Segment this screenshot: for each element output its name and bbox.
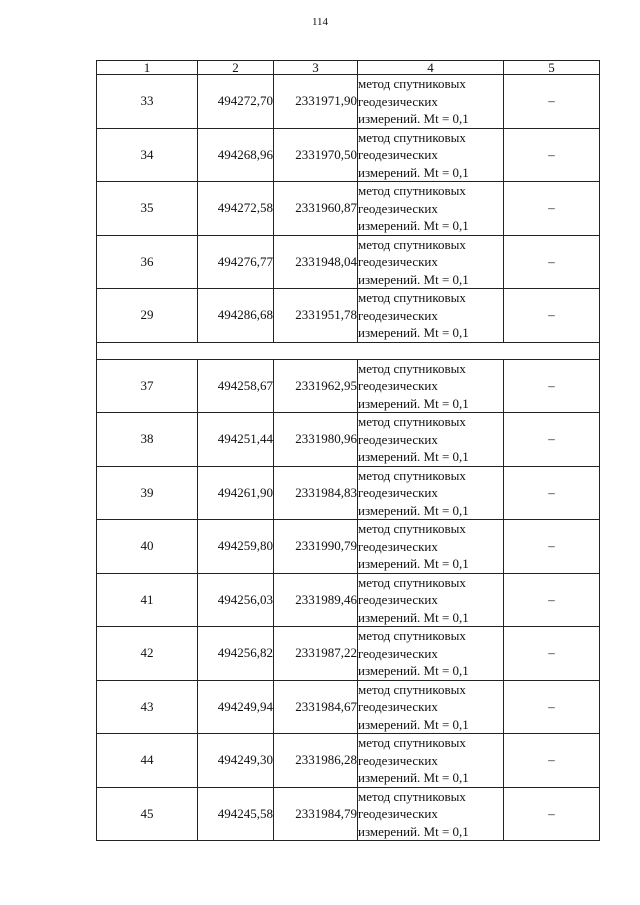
method-cell: метод спутниковых геодезических измерений. Mt = 0,1 bbox=[358, 680, 504, 734]
y-coordinate-cell: 2331984,67 bbox=[274, 680, 358, 734]
x-coordinate-cell: 494286,68 bbox=[198, 289, 274, 343]
method-cell: метод спутниковых геодезических измерений. Mt = 0,1 bbox=[358, 359, 504, 413]
point-cell: 38 bbox=[97, 413, 198, 467]
x-coordinate-cell: 494261,90 bbox=[198, 466, 274, 520]
table-row bbox=[97, 680, 600, 734]
method-cell: метод спутниковых геодезических измерений. Mt = 0,1 bbox=[358, 413, 504, 467]
table-header-row bbox=[97, 61, 600, 75]
x-coordinate-cell: 494256,82 bbox=[198, 627, 274, 681]
table-row bbox=[97, 75, 600, 129]
method-cell: метод спутниковых геодезических измерений. Mt = 0,1 bbox=[358, 787, 504, 841]
y-coordinate-cell: 2331970,50 bbox=[274, 128, 358, 182]
x-coordinate-cell: 494272,58 bbox=[198, 182, 274, 236]
y-coordinate-cell: 2331986,28 bbox=[274, 734, 358, 788]
coordinates-table bbox=[96, 60, 600, 841]
point-cell: 39 bbox=[97, 466, 198, 520]
note-cell: – bbox=[504, 466, 600, 520]
x-coordinate-cell: 494249,94 bbox=[198, 680, 274, 734]
point-cell: 44 bbox=[97, 734, 198, 788]
y-coordinate-cell: 2331960,87 bbox=[274, 182, 358, 236]
column-header-3: 3 bbox=[274, 61, 358, 75]
note-cell: – bbox=[504, 75, 600, 129]
method-cell: метод спутниковых геодезических измерений. Mt = 0,1 bbox=[358, 573, 504, 627]
table-row bbox=[97, 573, 600, 627]
method-cell: метод спутниковых геодезических измерений. Mt = 0,1 bbox=[358, 75, 504, 129]
point-cell: 45 bbox=[97, 787, 198, 841]
method-cell: метод спутниковых геодезических измерений. Mt = 0,1 bbox=[358, 235, 504, 289]
table-row bbox=[97, 520, 600, 574]
column-header-5: 5 bbox=[504, 61, 600, 75]
point-cell: 34 bbox=[97, 128, 198, 182]
note-cell: – bbox=[504, 573, 600, 627]
table-row bbox=[97, 734, 600, 788]
x-coordinate-cell: 494245,58 bbox=[198, 787, 274, 841]
y-coordinate-cell: 2331971,90 bbox=[274, 75, 358, 129]
point-cell: 42 bbox=[97, 627, 198, 681]
table-row bbox=[97, 627, 600, 681]
note-cell: – bbox=[504, 235, 600, 289]
y-coordinate-cell: 2331984,79 bbox=[274, 787, 358, 841]
x-coordinate-cell: 494258,67 bbox=[198, 359, 274, 413]
x-coordinate-cell: 494249,30 bbox=[198, 734, 274, 788]
method-cell: метод спутниковых геодезических измерений. Mt = 0,1 bbox=[358, 466, 504, 520]
y-coordinate-cell: 2331987,22 bbox=[274, 627, 358, 681]
table-row bbox=[97, 359, 600, 413]
table-row bbox=[97, 466, 600, 520]
note-cell: – bbox=[504, 734, 600, 788]
table-row bbox=[97, 413, 600, 467]
method-cell: метод спутниковых геодезических измерений. Mt = 0,1 bbox=[358, 128, 504, 182]
point-cell: 43 bbox=[97, 680, 198, 734]
method-cell: метод спутниковых геодезических измерений. Mt = 0,1 bbox=[358, 734, 504, 788]
note-cell: – bbox=[504, 128, 600, 182]
method-cell: метод спутниковых геодезических измерений. Mt = 0,1 bbox=[358, 289, 504, 343]
y-coordinate-cell: 2331984,83 bbox=[274, 466, 358, 520]
x-coordinate-cell: 494251,44 bbox=[198, 413, 274, 467]
note-cell: – bbox=[504, 520, 600, 574]
section-separator-cell bbox=[97, 342, 600, 359]
note-cell: – bbox=[504, 680, 600, 734]
table-row bbox=[97, 235, 600, 289]
note-cell: – bbox=[504, 182, 600, 236]
point-cell: 29 bbox=[97, 289, 198, 343]
point-cell: 41 bbox=[97, 573, 198, 627]
y-coordinate-cell: 2331989,46 bbox=[274, 573, 358, 627]
method-cell: метод спутниковых геодезических измерений. Mt = 0,1 bbox=[358, 627, 504, 681]
note-cell: – bbox=[504, 359, 600, 413]
column-header-2: 2 bbox=[198, 61, 274, 75]
point-cell: 33 bbox=[97, 75, 198, 129]
x-coordinate-cell: 494268,96 bbox=[198, 128, 274, 182]
column-header-1: 1 bbox=[97, 61, 198, 75]
y-coordinate-cell: 2331962,95 bbox=[274, 359, 358, 413]
x-coordinate-cell: 494272,70 bbox=[198, 75, 274, 129]
table-row bbox=[97, 289, 600, 343]
point-cell: 35 bbox=[97, 182, 198, 236]
x-coordinate-cell: 494259,80 bbox=[198, 520, 274, 574]
point-cell: 37 bbox=[97, 359, 198, 413]
x-coordinate-cell: 494276,77 bbox=[198, 235, 274, 289]
point-cell: 36 bbox=[97, 235, 198, 289]
column-header-4: 4 bbox=[358, 61, 504, 75]
y-coordinate-cell: 2331951,78 bbox=[274, 289, 358, 343]
note-cell: – bbox=[504, 413, 600, 467]
note-cell: – bbox=[504, 289, 600, 343]
method-cell: метод спутниковых геодезических измерений. Mt = 0,1 bbox=[358, 520, 504, 574]
table-row bbox=[97, 128, 600, 182]
y-coordinate-cell: 2331980,96 bbox=[274, 413, 358, 467]
table-row bbox=[97, 787, 600, 841]
y-coordinate-cell: 2331948,04 bbox=[274, 235, 358, 289]
note-cell: – bbox=[504, 627, 600, 681]
note-cell: – bbox=[504, 787, 600, 841]
point-cell: 40 bbox=[97, 520, 198, 574]
y-coordinate-cell: 2331990,79 bbox=[274, 520, 358, 574]
x-coordinate-cell: 494256,03 bbox=[198, 573, 274, 627]
table-row bbox=[97, 182, 600, 236]
method-cell: метод спутниковых геодезических измерений. Mt = 0,1 bbox=[358, 182, 504, 236]
section-separator-row bbox=[97, 342, 600, 359]
page-number: 114 bbox=[311, 16, 329, 28]
